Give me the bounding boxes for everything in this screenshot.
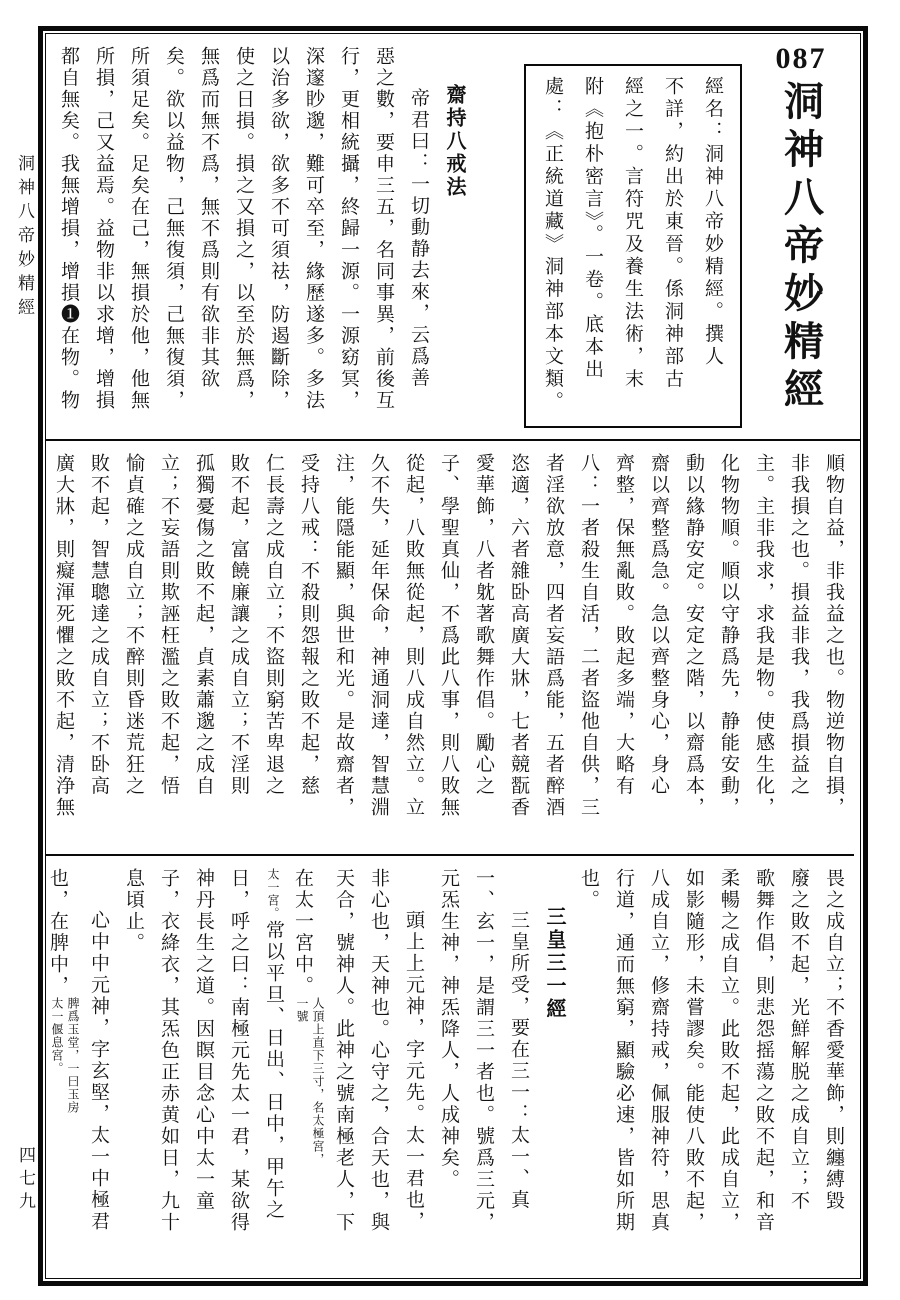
column-text: 三皇所受，要在三一：太一、真 [508,910,529,1211]
text-column: 者淫欲放意，四者妄語爲能，五者醉酒 [543,453,564,819]
text-column: 注，能隱能顯，與世和光。是故齋者， [333,453,354,819]
text-column: 愛華飾，八者躭著歌舞作倡。勵心之 [473,453,494,797]
text-column [256,868,291,1263]
text-column: 日，呼之曰：南極元先太一君，某欲得 [228,868,249,1234]
text-column [81,868,116,1263]
text-column: 子，衣絳衣，其炁色正赤黄如日，九十 [158,868,179,1234]
page-frame-inner [45,33,861,1279]
text-column: 矣。欲以益物，己無復須，己無復須， [163,46,184,412]
text-column: 惡之數，要申三五，名同事異，前後互 [373,46,394,412]
band-top [46,34,860,441]
band-top-columns [46,34,474,439]
text-column: 無爲而無不爲，無不爲則有欲非其欲 [198,46,219,390]
text-column: 天合，號神人。此神之號南極老人，下 [333,868,354,1234]
text-column: 從起，八敗無從起，則八成自然立。立 [403,453,424,819]
text-column: 敗不起，智慧聰達之成自立；不卧高 [88,453,109,797]
inline-note: 脾爲玉堂，一曰玉房 太一偃息宮。 [50,997,80,1114]
text-column: 非心也，天神也。心守之，合天也，與 [368,868,389,1234]
text-column: 恣適，六者雜卧高廣大牀，七者競翫香 [508,453,529,819]
text-column: 八成自立，修齋持戒，佩服神符，思真 [648,868,669,1234]
text-column [396,868,431,1263]
inline-note: 人頂上直下三寸，名太極宮， 一號 [295,997,325,1166]
text-column: 子、學聖真仙，不爲此八事，則八敗無 [438,453,459,819]
text-column: 順物自益，非我益之也。物逆物自損， [823,453,844,819]
text-column: 動以緣静安定。安定之階，以齋爲本， [683,453,704,819]
page-frame [38,26,868,1286]
text-column: 使之日損。損之又損之，以至於無爲， [233,46,254,412]
text-column: 畏之成自立；不香愛華飾，則纏縛毀 [823,868,844,1212]
column-text: 常以平旦、日出、日中，甲午之 [263,920,284,1221]
text-column: 息頃止。 [123,868,144,954]
text-column [291,868,326,1263]
text-column: 如影隨形，未嘗謬矣。能使八敗不起， [683,868,704,1234]
text-column: 處：《正統道藏》洞神部本文類。 [542,76,563,414]
column-text: 在太一宮中。 [292,868,313,997]
band-middle [46,441,854,856]
text-column: 行，更相統攝，終歸一源。一源窈冥， [338,46,359,412]
text-column: 孤獨憂傷之敗不起，貞素蕭邈之成自 [193,453,214,797]
text-column: 主。主非我求，求我是物。使感生化， [753,453,774,819]
column-text: 帝君曰：一切動静去來，云爲善 [408,88,429,389]
text-column: 神丹長生之道。因瞑目念心中太一童 [193,868,214,1212]
text-column: 經之一。言符咒及養生法術，末 [622,76,643,391]
section-heading: 齋持八戒法 [443,84,465,199]
text-column: 所損，己又益焉。益物非以求增，增損 [93,46,114,412]
text-column [501,868,536,1263]
text-column: 行道，通而無窮，顯驗必速，皆如所期 [613,868,634,1234]
text-column [46,868,81,1263]
text-column: 深邃眇邈，難可卒至，緣歷遂多。多法 [303,46,324,412]
column-text: 心中中元神，字玄堅，太一中極君 [88,910,109,1233]
text-column: 久不失，延年保命，神通洞達，智慧淵 [368,453,389,819]
text-column: 附《抱朴密言》。一卷。底本出 [582,76,603,382]
text-column: 一、玄一，是謂三一者也。號爲三元， [473,868,494,1234]
text-column: 元炁生神，神炁降人，人成神矣。 [438,868,459,1191]
text-column [401,46,436,433]
title-block [742,34,860,439]
spine-title: 洞神八帝妙精經 [15,154,34,322]
text-column: 非我損之也。損益非我，我爲損益之 [788,453,809,797]
page-number: 四七九 [16,1146,35,1215]
text-column: 受持八戒：不殺則怨報之敗不起，慈 [298,453,319,797]
doc-number: 087 [775,42,827,75]
text-column: 歌舞作倡，則悲怨摇蕩之敗不起，和音 [753,868,774,1234]
column-text: 也，在脾中， [47,868,68,997]
text-column: 八：一者殺生自活，二者盜他自供，三 [578,453,599,819]
inline-note: 太一宮。 [266,868,280,920]
text-column: 以治多欲，欲多不可須祛，防遏斷除， [268,46,289,412]
band-bottom [46,856,854,1269]
text-column: 所須足矣。足矣在己，無損於他，他無 [128,46,149,412]
text-column: 齊整，保無亂敗。敗起多端，大略有 [613,453,634,797]
text-column: 齋以齊整爲急。急以齊整身心，身心 [648,453,669,797]
text-column: 廢之敗不起，光鮮解脱之成自立；不 [788,868,809,1212]
text-column: 也。 [578,868,599,911]
text-column: 仁長壽之成自立；不盜則窮苦卑退之 [263,453,284,797]
text-column: 愉貞確之成自立；不醉則昏迷荒狂之 [123,453,144,797]
main-title: 洞神八帝妙精經 [778,80,824,416]
section-heading: 三皇三一經 [543,906,565,1021]
text-column: 立；不妄語則欺誣枉濫之敗不起，悟 [158,453,179,797]
text-column: 化物物順。順以守静爲先，静能安動， [718,453,739,819]
column-text: 頭上上元神，字元先。太一君也， [403,910,424,1233]
text-column: 敗不起，富饒廉讓之成自立；不淫則 [228,453,249,797]
text-column: 柔暢之成自立。此敗不起，此成自立， [718,868,739,1234]
text-column: 都自無矣。我無增損，增損❶在物。物 [58,46,79,412]
description-box [524,64,742,428]
text-column: 不詳，約出於東晉。係洞神部古 [662,76,683,391]
text-column: 廣大牀，則癡渾死懼之敗不起，清浄無 [53,453,74,819]
text-column: 經名：洞神八帝妙精經。撰人 [702,76,723,369]
